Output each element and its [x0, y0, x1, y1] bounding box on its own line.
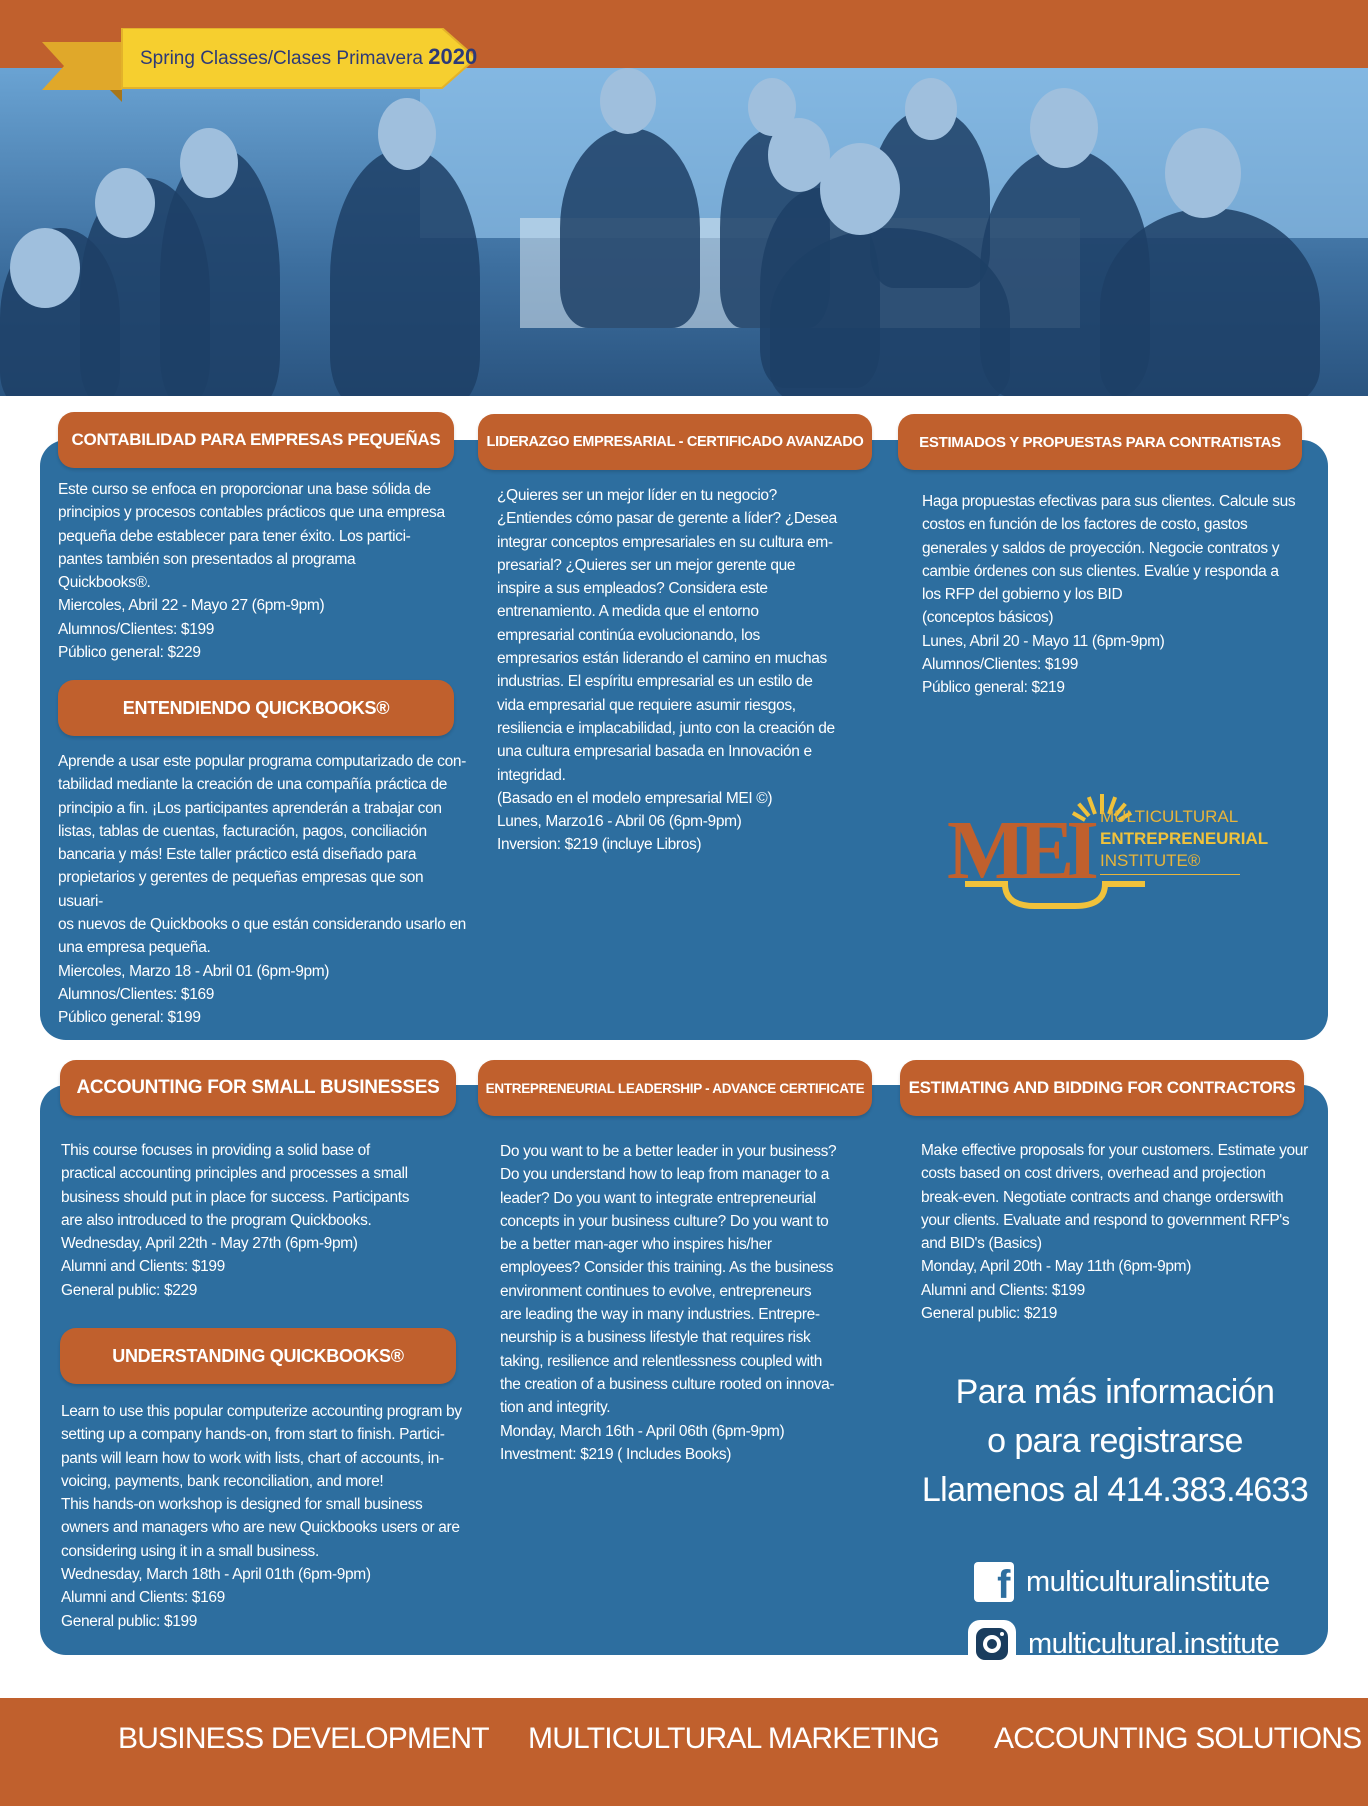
contact-phone[interactable]: Llamenos al 414.383.4633: [921, 1471, 1309, 1509]
photo-face: [905, 78, 957, 140]
leadership-title: ENTREPRENEURIAL LEADERSHIP - ADVANCE CERTIFICATE: [485, 1080, 865, 1096]
quickbooks-en-title: UNDERSTANDING QUICKBOOKS®: [112, 1345, 404, 1366]
photo-face: [600, 68, 656, 134]
season-year: 2020: [428, 44, 478, 69]
quickbooks-es-header: [58, 680, 454, 736]
liderazgo-body: ¿Quieres ser un mejor líder en tu negocio? ¿Entiendes cómo pasar de gerente a líder? ¿Desea integrar conceptos empresariales en su cultura em- presarial? ¿Quieres ser un mejor gerente que inspire a sus empleados? Considera este entrenamiento. A medida que el entorno empresarial continúa evolucionando, los empresarios están liderando el camino en muchas industrias. El espíritu empresarial es un estilo de vida empresarial que requiere asumir riesgos, resiliencia e implacabilidad, junto con la creación de una cultura empresarial basada en Innovación e integridad. (Basado en el modelo empresarial MEI ©) Lunes, Marzo16 - Abril 06 (6pm-9pm) Inversion: $219 (incluye Libros): [497, 487, 837, 854]
contact-line2: o para registrarse: [987, 1422, 1243, 1460]
photo-person: [560, 128, 700, 328]
quickbooks-en-header: [60, 1328, 456, 1384]
estimados-title: ESTIMADOS Y PROPUESTAS PARA CONTRATISTAS: [919, 433, 1281, 451]
estimados-body: Haga propuestas efectivas para sus clientes. Calcule sus costos en función de los factores de costo, gastos generales y saldos de proyección. Negocie contratos y cambie órdenes con sus clientes. Evalúe y responda a los RFP del gobierno y los BID (conceptos básicos) Lunes, Abril 20 - Mayo 11 (6pm-9pm) Alumnos/Clientes: $199 Público general: $219: [922, 493, 1296, 697]
contact-info: [915, 1368, 1315, 1515]
photo-face: [378, 98, 436, 170]
photo-face: [180, 128, 238, 198]
quickbooks-es-body: Aprende a usar este popular programa computarizado de con- tabilidad mediante la creación de una compañía práctica de principio a fin. ¡Los participantes aprenderán a trabajar con listas, tablas de cuentas, facturación, pagos, conciliación bancaria y más! Este taller práctico está diseñado para propietarios y gerentes de pequeñas empresas que son usuari- os nuevos de Quickbooks o que están considerando usarlo en una empresa pequeña. Miercoles, Marzo 18 - Abril 01 (6pm-9pm) Alumnos/Clientes: $169 Público general: $199: [58, 753, 466, 1027]
class-photo: [0, 68, 1368, 396]
logo-line3: INSTITUTE®: [1100, 850, 1240, 875]
leadership-header: [478, 1060, 872, 1116]
logo-line2: ENTREPRENEURIAL: [1100, 829, 1269, 848]
photo-face: [95, 168, 155, 238]
instagram-link[interactable]: [968, 1620, 1279, 1668]
photo-person: [330, 148, 480, 396]
liderazgo-title: LIDERAZGO EMPRESARIAL - CERTIFICADO AVANZADO: [486, 434, 864, 450]
footer-accounting-solutions: ACCOUNTING SOLUTIONS: [994, 1722, 1362, 1755]
footer-multicultural-marketing: MULTICULTURAL MARKETING: [528, 1722, 940, 1755]
contabilidad-body: Este curso se enfoca en proporcionar una base sólida de principios y procesos contables prácticos que una empresa pequeña debe establecer para tener éxito. Los partici- pantes también son presentados al programa Quickbooks®. Miercoles, Abril 22 - Mayo 27 (6pm-9pm) Alumnos/Clientes: $199 Público general: $229: [58, 481, 445, 662]
instagram-handle: multicultural.institute: [1028, 1627, 1280, 1660]
facebook-link[interactable]: [974, 1562, 1270, 1607]
logo-wordmark: [1100, 806, 1268, 875]
estimating-title: ESTIMATING AND BIDDING FOR CONTRACTORS: [908, 1078, 1296, 1097]
quickbooks-es-title: ENTENDIENDO QUICKBOOKS®: [122, 697, 390, 718]
photo-face: [820, 143, 900, 235]
contabilidad-header: [58, 412, 454, 468]
season-title: [140, 44, 477, 70]
instagram-icon: [968, 1620, 1016, 1668]
photo-face: [1030, 88, 1098, 168]
photo-person: [770, 228, 1010, 396]
estimating-body: Make effective proposals for your customers. Estimate your costs based on cost drivers, overhead and projection break-even. Negotiate contracts and change orderswith your clients. Evaluate and respond to government RFP's and BID's (Basics) Monday, April 20th - May 11th (6pm-9pm) Alumni and Clients: $199 General public: $219: [921, 1142, 1308, 1323]
season-label: Spring Classes/Clases Primavera: [140, 48, 423, 69]
logo-mark: MEI: [947, 804, 1091, 897]
estimados-header: [898, 414, 1302, 470]
liderazgo-header: [478, 414, 872, 470]
contabilidad-title: CONTABILIDAD PARA EMPRESAS PEQUEÑAS: [71, 430, 441, 449]
footer-business-development: BUSINESS DEVELOPMENT: [118, 1722, 489, 1755]
photo-face: [1165, 128, 1241, 218]
photo-face: [10, 228, 80, 308]
accounting-header: [60, 1060, 456, 1116]
quickbooks-en-body: Learn to use this popular computerize accounting program by setting up a company hands-on, from start to finish. Partici- pants will learn how to work with lists, chart of accounts, in- voicing, payments, bank reconciliation, and more! This hands-on workshop is designed for small business owners and managers who are new Quickbooks users or are considering using it in a small business. Wednesday, March 18th - April 01th (6pm-9pm) Alumni and Clients: $169 General public: $199: [61, 1403, 462, 1630]
facebook-handle: multiculturalinstitute: [1026, 1565, 1270, 1598]
logo-line1: MULTICULTURAL: [1100, 807, 1239, 826]
contact-line1: Para más información: [955, 1373, 1275, 1411]
accounting-body: This course focuses in providing a solid base of practical accounting principles and processes a small business should put in place for success. Participants are also introduced to the program Quickbooks. Wednesday, April 22th - May 27th (6pm-9pm) Alumni and Clients: $199 General public: $229: [61, 1142, 410, 1299]
leadership-body: Do you want to be a better leader in your business? Do you understand how to leap from manager to a leader? Do you want to integrate entrepreneurial concepts in your business culture? Do you want to be a better man-ager who inspires his/her employees? Consider this training. As the business environment continues to evolve, entrepreneurs are leading the way in many industries. Entrepre- neurship is a business lifestyle that requires risk taking, resilience and relentlessness coupled with the creation of a business culture rooted on innova- tion and integrity. Monday, March 16th - April 06th (6pm-9pm) Investment: $219 ( Includes Books): [500, 1143, 837, 1463]
estimating-header: [900, 1060, 1304, 1116]
facebook-icon: f: [974, 1562, 1014, 1602]
photo-person: [1100, 208, 1320, 396]
accounting-title: ACCOUNTING FOR SMALL BUSINESSES: [76, 1077, 440, 1098]
